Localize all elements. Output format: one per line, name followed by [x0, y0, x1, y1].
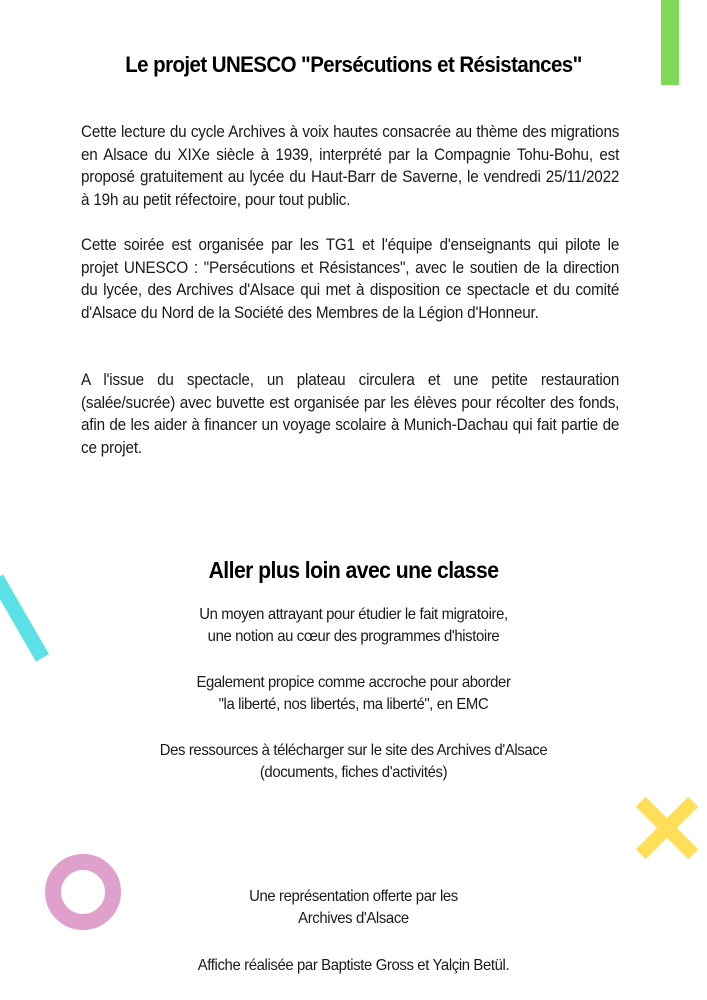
info-block-resources — [0, 740, 707, 784]
footer-offered — [0, 886, 707, 930]
info-line: (documents, fiches d'activités) — [259, 764, 448, 781]
info-line: une notion au cœur des programmes d'histoire — [207, 628, 500, 645]
credits-line: Affiche réalisée par Baptiste Gross et Yalçin Betül. — [197, 957, 510, 974]
info-line: "la liberté, nos libertés, ma liberté", en EMC — [218, 696, 489, 713]
info-line: Un moyen attrayant pour étudier le fait migratoire, — [199, 606, 508, 623]
info-line: Des ressources à télécharger sur le site des Archives d'Alsace — [159, 742, 548, 759]
yellow-x-decoration — [636, 797, 698, 859]
section-title: Aller plus loin avec une classe — [208, 557, 499, 583]
paragraph-organisation: Cette soirée est organisée par les TG1 et l'équipe d'enseignants qui pilote le projet UNESCO : "Persécutions et Résistances", avec le soutien de la direction du lycée, des Archives d'Alsace qui met à disposition ce spectacle et du comité d'Alsace du Nord de la Société des Membres de la Légion d'Honneur. — [81, 235, 620, 323]
page-title: Le projet UNESCO "Persécutions et Résistances" — [125, 52, 582, 77]
paragraph-fundraising: A l'issue du spectacle, un plateau circulera et une petite restauration (salée/sucrée) avec buvette est organisée par les élèves pour récolter des fonds, afin de les aider à financer un voyage scolaire à Munich-Dachau qui fait partie de ce projet. — [81, 370, 620, 458]
info-block-history — [0, 604, 707, 648]
paragraph-intro: Cette lecture du cycle Archives à voix hautes consacrée au thème des migrations en Alsace du XIXe siècle à 1939, interprété par la Compagnie Tohu-Bohu, est proposé gratuitement au lycée du Haut-Barr de Saverne, le vendredi 25/11/2022 à 19h au petit réfectoire, pour tout public. — [81, 122, 620, 210]
info-block-emc — [0, 672, 707, 716]
footer-line: Archives d'Alsace — [298, 910, 409, 927]
footer-credits — [0, 955, 707, 977]
info-line: Egalement propice comme accroche pour aborder — [196, 674, 511, 691]
footer-line: Une représentation offerte par les — [249, 888, 458, 905]
